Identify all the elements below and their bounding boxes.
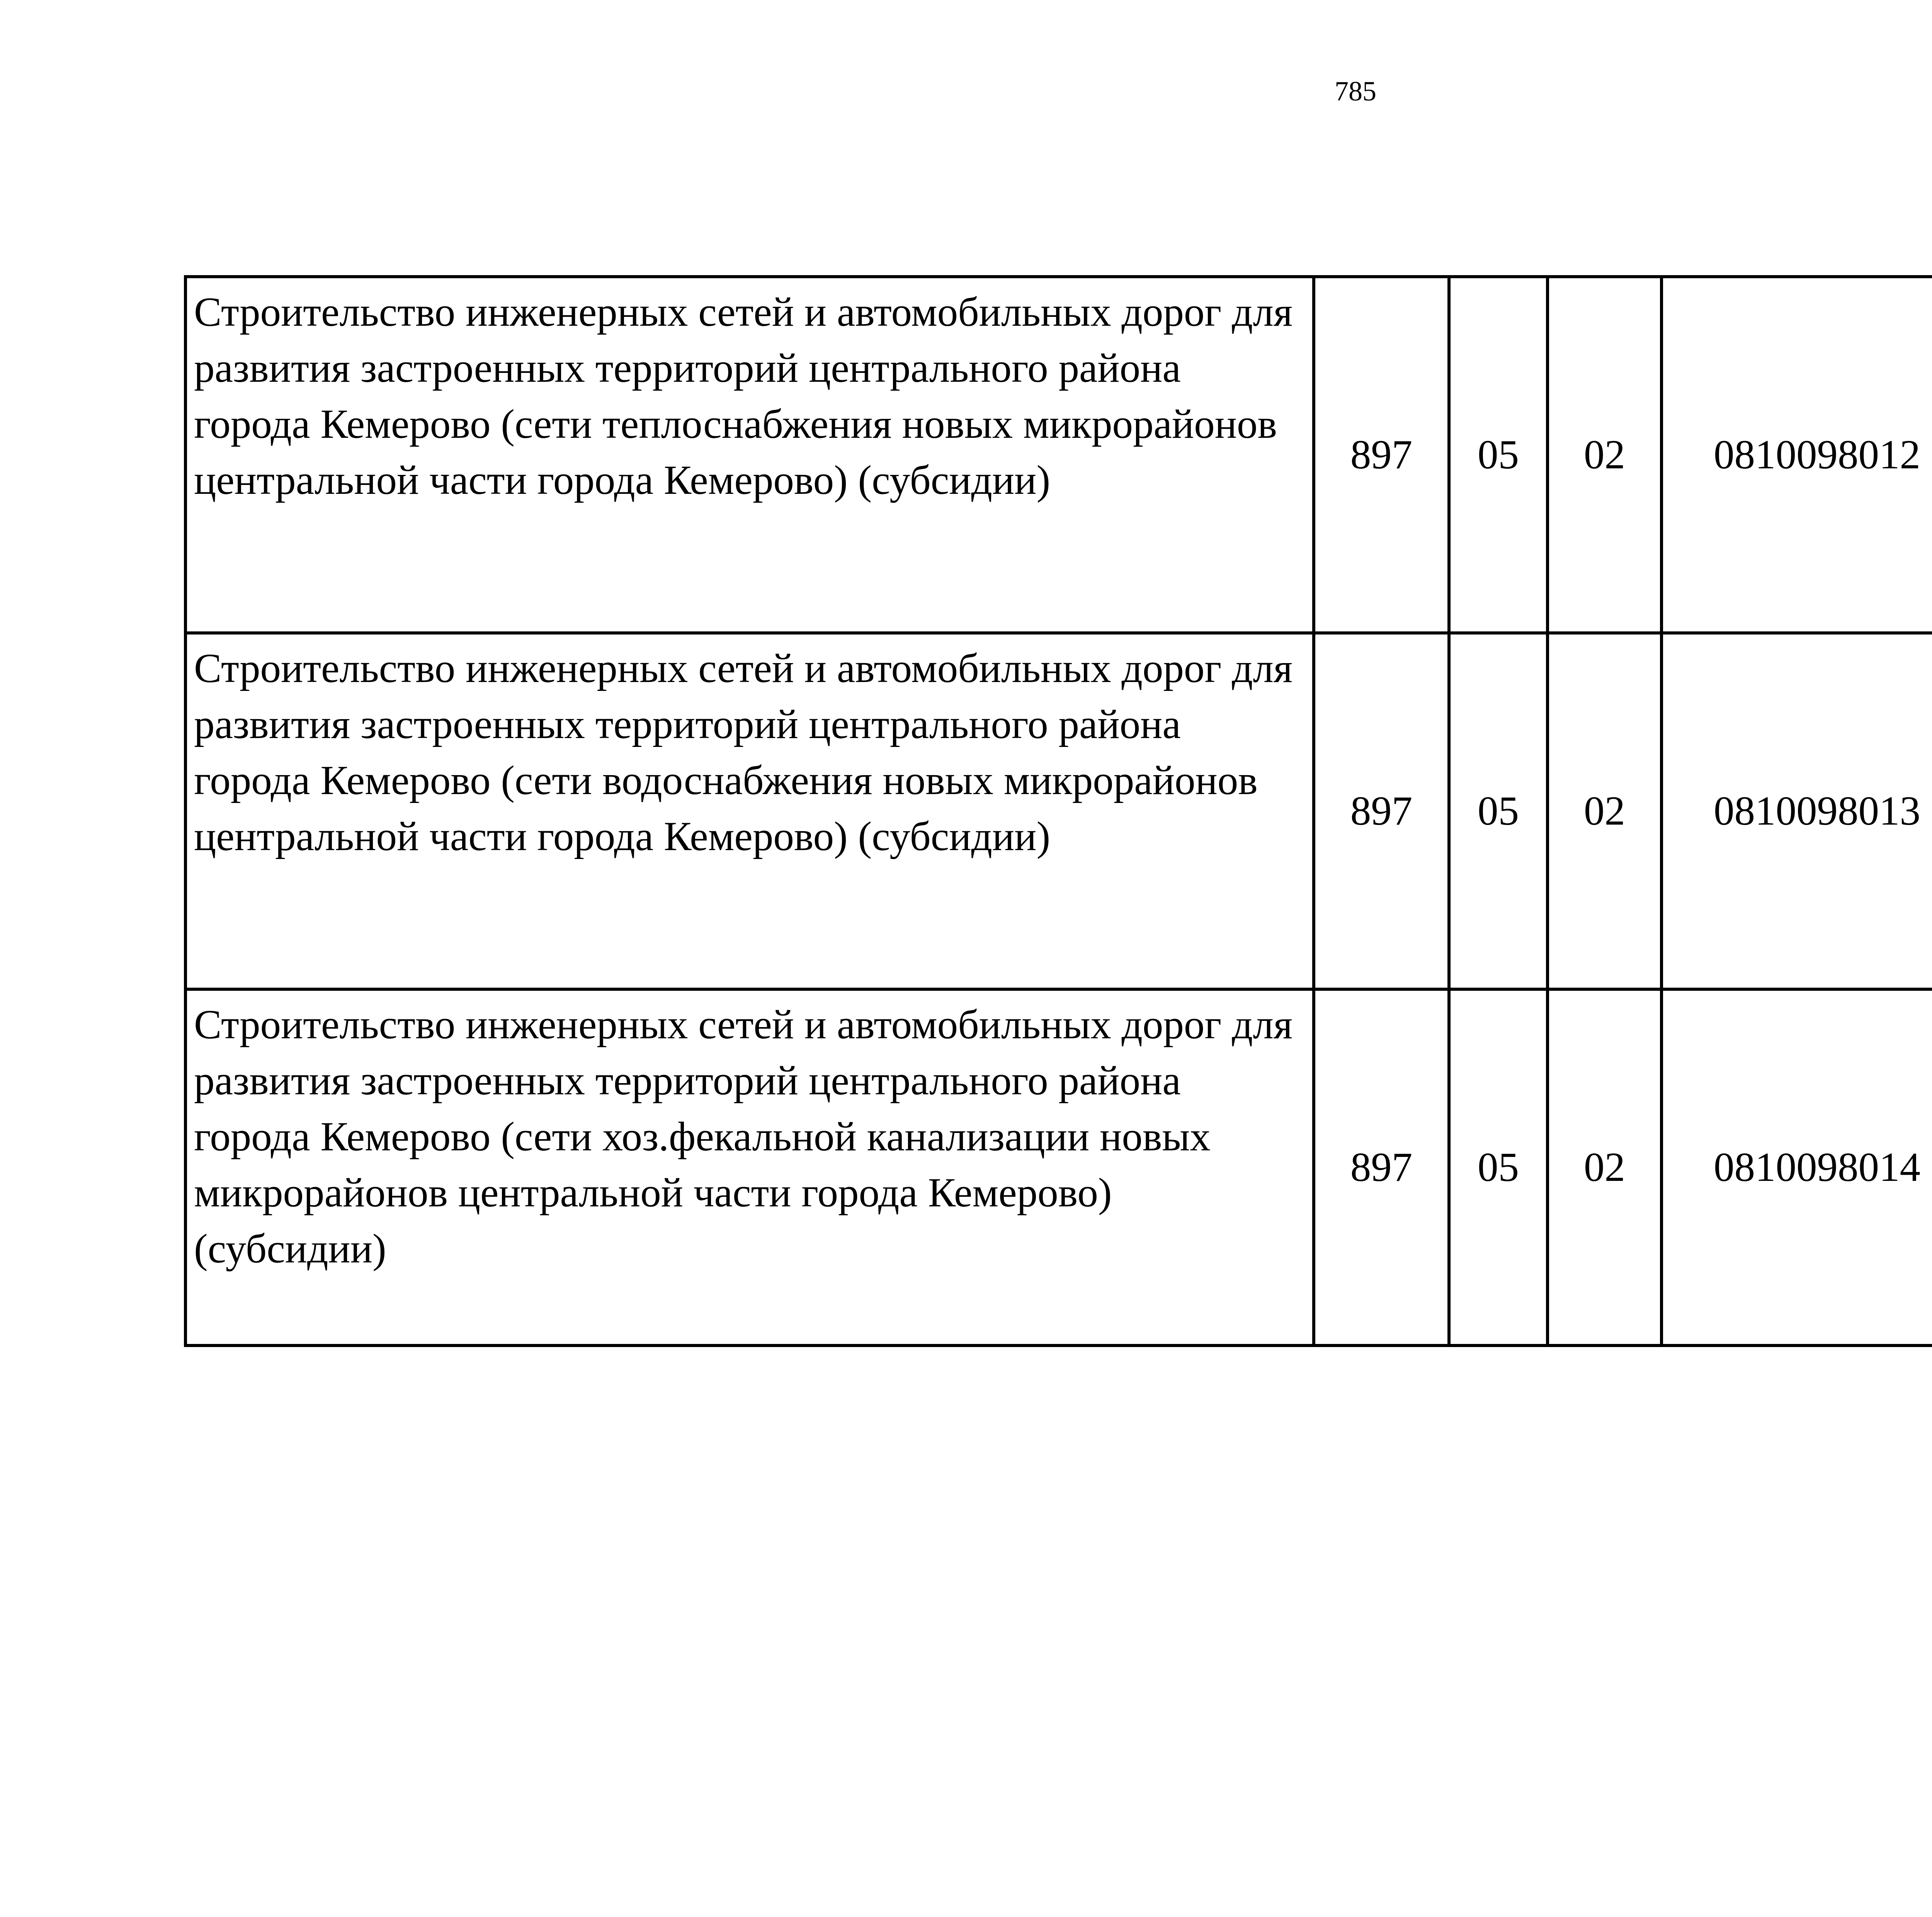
section-cell: 05 [1449, 277, 1548, 633]
ministry-code-cell: 897 [1314, 277, 1449, 633]
row-description: Строительство инженерных сетей и автомобильных дорог для развития застроенных территорий центрального района города Кемерово (сети хоз.фекальной канализации новых микрорайонов центральной части города Кемерово) (субсидии) [185, 989, 1314, 1345]
row-description: Строительство инженерных сетей и автомобильных дорог для развития застроенных территорий центрального района города Кемерово (сети водоснабжения новых микрорайонов центральной части города Кемерово) (субсидии) [185, 633, 1314, 989]
target-article-cell: 0810098013 [1662, 633, 1932, 989]
row-description: Строительство инженерных сетей и автомобильных дорог для развития застроенных территорий центрального района города Кемерово (сети теплоснабжения новых микрорайонов центральной части города Кемерово) (субсидии) [185, 277, 1314, 633]
table-row [185, 989, 1932, 1345]
page-number: 785 [1335, 76, 1376, 107]
target-article-cell: 0810098014 [1662, 989, 1932, 1345]
section-cell: 05 [1449, 633, 1548, 989]
table-row [185, 277, 1932, 633]
section-cell: 05 [1449, 989, 1548, 1345]
ministry-code-cell: 897 [1314, 633, 1449, 989]
table-row [185, 633, 1932, 989]
subsection-cell: 02 [1548, 989, 1662, 1345]
subsection-cell: 02 [1548, 633, 1662, 989]
ministry-code-cell: 897 [1314, 989, 1449, 1345]
budget-table [184, 275, 1932, 1347]
target-article-cell: 0810098012 [1662, 277, 1932, 633]
subsection-cell: 02 [1548, 277, 1662, 633]
